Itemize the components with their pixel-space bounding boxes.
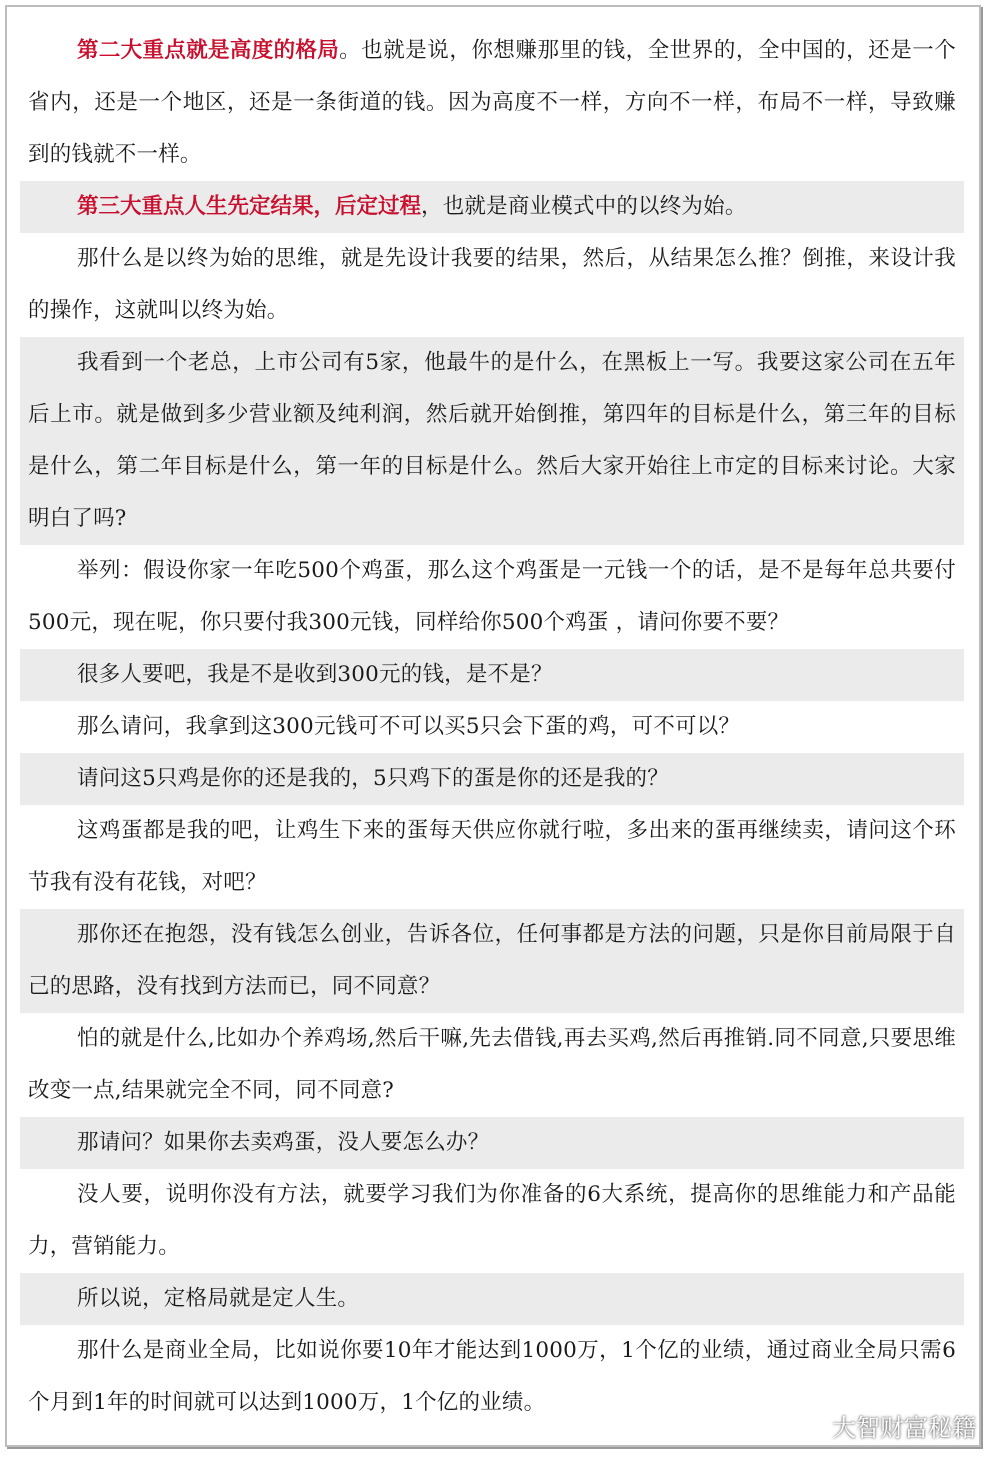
- paragraph-4: [20, 337, 964, 545]
- paragraph-text: 那什么是商业全局，比如说你要10年才能达到1000万，1个亿的业绩，通过商业全局只需6个月到1年的时间就可以达到1000万，1个亿的业绩。: [28, 1338, 956, 1415]
- paragraph-2: [20, 181, 964, 233]
- paragraph-text: 。也就是说，你想赚那里的钱，全世界的，全中国的，还是一个省内，还是一个地区，还是一条街道的钱。因为高度不一样，方向不一样，布局不一样，导致赚到的钱就不一样。: [28, 38, 956, 167]
- article-body: [20, 25, 964, 1429]
- paragraph-text: 那请问？如果你去卖鸡蛋，没人要怎么办？: [77, 1130, 490, 1155]
- paragraph-text: 那你还在抱怨，没有钱怎么创业，告诉各位，任何事都是方法的问题，只是你目前局限于自己的思路，没有找到方法而已，同不同意？: [28, 922, 956, 999]
- paragraph-13: [20, 1169, 964, 1273]
- paragraph-text: 很多人要吧，我是不是收到300元的钱，是不是？: [77, 662, 553, 687]
- paragraph-12: [20, 1117, 964, 1169]
- paragraph-14: [20, 1273, 964, 1325]
- paragraph-highlight: 第三大重点人生先定结果，后定过程: [77, 194, 422, 219]
- watermark-text: 大智财富秘籍: [832, 1414, 976, 1442]
- paragraph-text: 我看到一个老总，上市公司有5家，他最牛的是什么，在黑板上一写。我要这家公司在五年后上市。就是做到多少营业额及纯利润，然后就开始倒推，第四年的目标是什么，第三年的目标是什么，第二年目标是什么，第一年的目标是什么。然后大家开始往上市定的目标来讨论。大家明白了吗?: [28, 350, 956, 531]
- paragraph-9: [20, 805, 964, 909]
- paragraph-6: [20, 649, 964, 701]
- paragraph-11: [20, 1013, 964, 1117]
- paragraph-text: 没人要，说明你没有方法，就要学习我们为你准备的6大系统，提高你的思维能力和产品能力，营销能力。: [28, 1182, 956, 1259]
- paragraph-10: [20, 909, 964, 1013]
- watermark: [792, 1408, 976, 1443]
- paragraph-text: 这鸡蛋都是我的吧，让鸡生下来的蛋每天供应你就行啦，多出来的蛋再继续卖，请问这个环节我有没有花钱，对吧？: [28, 818, 956, 895]
- paragraph-highlight: 第二大重点就是高度的格局: [77, 38, 340, 63]
- paragraph-text: 那么请问，我拿到这300元钱可不可以买5只会下蛋的鸡，可不可以？: [77, 714, 741, 739]
- paragraph-text: 那什么是以终为始的思维，就是先设计我要的结果，然后，从结果怎么推？倒推，来设计我的操作，这就叫以终为始。: [28, 246, 956, 323]
- paragraph-text: 所以说，定格局就是定人生。: [77, 1286, 360, 1311]
- weibo-icon: [792, 1412, 826, 1440]
- paragraph-1: [20, 25, 964, 181]
- paragraph-3: [20, 233, 964, 337]
- paragraph-7: [20, 701, 964, 753]
- paragraph-text: 怕的就是什么,比如办个养鸡场,然后干嘛,先去借钱,再去买鸡,然后再推销.同不同意,只要思维改变一点,结果就完全不同，同不同意?: [28, 1026, 956, 1103]
- paragraph-text: 举列：假设你家一年吃500个鸡蛋，那么这个鸡蛋是一元钱一个的话，是不是每年总共要付500元，现在呢，你只要付我300元钱，同样给你500个鸡蛋 ，请问你要不要？: [28, 558, 956, 635]
- paragraph-5: [20, 545, 964, 649]
- paragraph-8: [20, 753, 964, 805]
- paragraph-text: 请问这5只鸡是你的还是我的，5只鸡下的蛋是你的还是我的？: [77, 766, 669, 791]
- paragraph-text: ，也就是商业模式中的以终为始。: [421, 194, 747, 219]
